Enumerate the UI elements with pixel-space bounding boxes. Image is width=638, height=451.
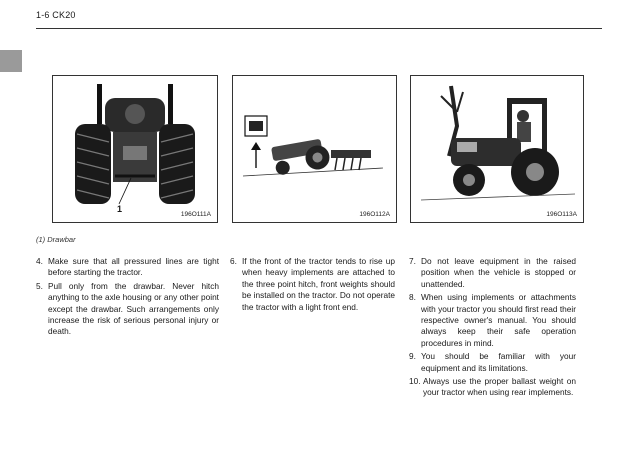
item-number: 7. [409, 256, 416, 266]
text-column-1 [36, 256, 219, 340]
section-tab [0, 50, 22, 72]
tractor-operator-illustration [411, 76, 585, 224]
figure-code: 196O112A [359, 211, 390, 218]
text-column-3 [409, 256, 576, 401]
list-item [409, 376, 576, 399]
callout-drawbar: 1 [117, 204, 123, 214]
item-text: Make sure that all pressured lines are tight before starting the tractor. [48, 256, 219, 278]
figure-caption: (1) Drawbar [36, 235, 76, 244]
item-number: 9. [409, 351, 416, 362]
tractor-implement-illustration [233, 76, 398, 224]
figure-operator [410, 75, 584, 223]
list-item [409, 351, 576, 374]
list-item [36, 281, 219, 338]
header-rule [36, 28, 602, 29]
page-header-title: 1-6 CK20 [36, 10, 76, 20]
figure-code: 196O111A [180, 211, 211, 218]
list-item [230, 256, 395, 313]
item-text: If the front of the tractor tends to rise up when heavy implements are attached to the three point hitch, front weights should be installed on the tractor. Do not operate the tractor with a light front end. [242, 256, 395, 312]
item-number: 5. [36, 280, 43, 291]
item-text: When using implements or attachments with your tractor you should first read their respective owner's manual. You should always keep their safe operation procedures in mind. [421, 292, 576, 348]
item-text: Always use the proper ballast weight on your tractor when using rear implements. [423, 376, 576, 398]
page-header [36, 10, 600, 20]
figure-rear-view [52, 75, 218, 223]
item-number: 4. [36, 256, 43, 266]
item-text: You should be familiar with your equipment and its limitations. [421, 351, 576, 373]
item-text: Do not leave equipment in the raised position when the vehicle is stopped or unattended. [421, 256, 576, 289]
figure-code: 196O113A [546, 211, 577, 218]
list-item [36, 256, 219, 279]
item-number: 10. [409, 376, 421, 387]
text-column-2 [230, 256, 395, 315]
tractor-rear-illustration [53, 76, 219, 224]
list-item [409, 292, 576, 349]
item-text: Pull only from the drawbar. Never hitch anything to the axle housing or any other point except the drawbar. Such arrangements only increase the risk of serious personal injury or death. [48, 280, 219, 337]
figure-front-rise [232, 75, 397, 223]
item-number: 8. [409, 292, 416, 303]
list-item [409, 256, 576, 290]
item-number: 6. [230, 256, 237, 266]
